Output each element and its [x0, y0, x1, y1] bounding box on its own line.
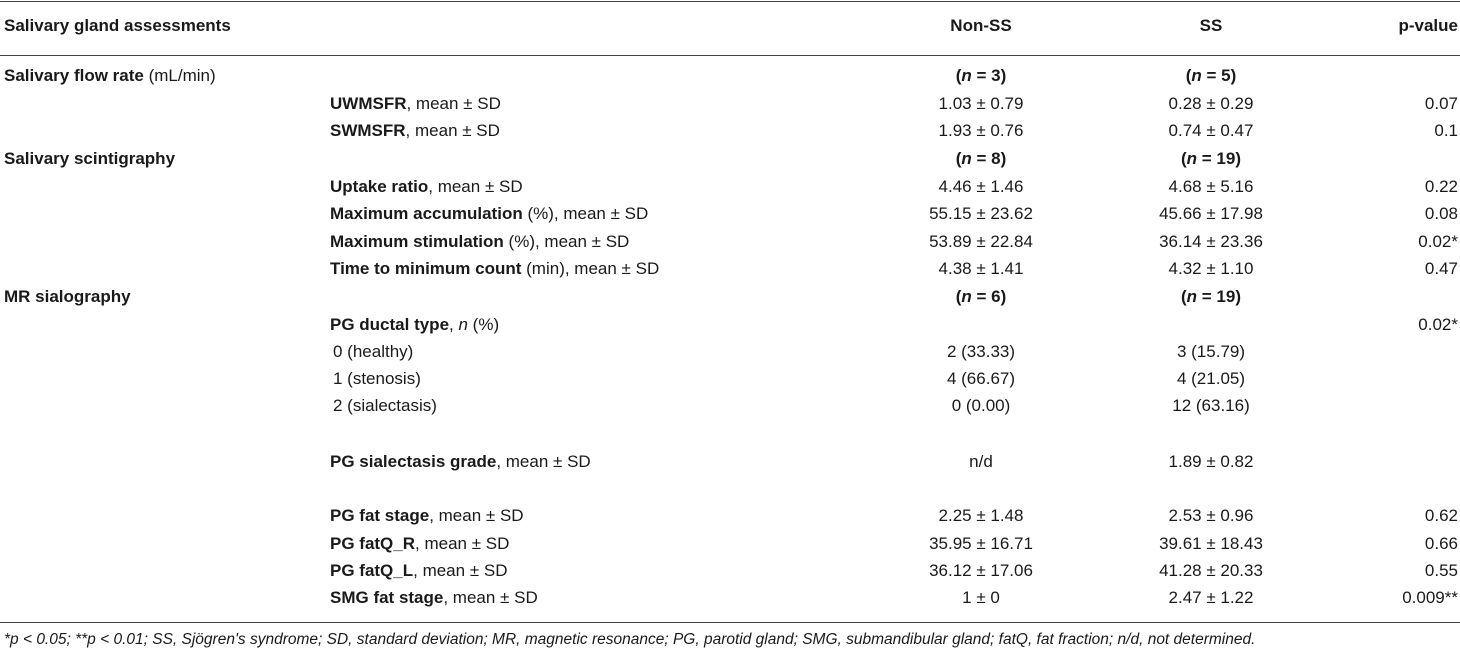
measure-label-bold: Uptake ratio [330, 177, 429, 196]
table-row [0, 118, 1460, 144]
measure-label: Time to minimum count (min), mean ± SD [330, 259, 660, 278]
p-value-cell: 0.08 [1424, 204, 1458, 223]
measure-label-bold: UWMSFR [330, 94, 407, 113]
n-symbol: n [961, 66, 972, 85]
measure-label: PG sialectasis grade, mean ± SD [330, 452, 591, 471]
p-value-cell: 0.47 [1424, 259, 1458, 278]
ss-n: (n = 5) [1185, 66, 1237, 85]
ss-value: 41.28 ± 20.33 [1159, 561, 1263, 580]
ss-value: 2.53 ± 0.96 [1168, 506, 1254, 525]
measure-label: PG fatQ_R, mean ± SD [330, 534, 510, 553]
table-footnote: *p < 0.05; **p < 0.01; SS, Sjögren's syndrome; SD, standard deviation; MR, magnetic resonance; PG, parotid gland; SMG, submandibular gland; fatQ, fat fraction; n/d, not determined. [4, 631, 1256, 648]
p-value-cell: 0.62 [1424, 506, 1458, 525]
measure-label: Uptake ratio, mean ± SD [330, 177, 523, 196]
measure-label-bold: Maximum accumulation [330, 204, 523, 223]
section-label-bold: MR sialography [4, 287, 131, 306]
non-ss-value: 1 ± 0 [962, 588, 1000, 607]
non-ss-value: 1.03 ± 0.79 [938, 94, 1024, 113]
table-bottom-rule [0, 622, 1460, 623]
table-row [0, 284, 1460, 310]
measure-label: Maximum accumulation (%), mean ± SD [330, 204, 649, 223]
ss-n: (n = 19) [1180, 149, 1241, 168]
measure-label-bold: Maximum stimulation [330, 232, 504, 251]
ss-value: 2.47 ± 1.22 [1168, 588, 1254, 607]
measure-label: Maximum stimulation (%), mean ± SD [330, 232, 630, 251]
ss-value: 45.66 ± 17.98 [1159, 204, 1263, 223]
ss-value: 0.28 ± 0.29 [1168, 94, 1254, 113]
section-label-bold: Salivary scintigraphy [4, 149, 176, 168]
p-value-cell: 0.02* [1418, 232, 1458, 251]
table-row [0, 558, 1460, 584]
header-rule [0, 55, 1460, 56]
non-ss-value: 2 (33.33) [946, 342, 1016, 361]
ss-value: 0.74 ± 0.47 [1168, 121, 1254, 140]
ss-value: 4.32 ± 1.10 [1168, 259, 1254, 278]
non-ss-value: 1.93 ± 0.76 [938, 121, 1024, 140]
n-symbol: n [961, 149, 972, 168]
table-row [0, 312, 1460, 338]
p-value-cell: 0.22 [1424, 177, 1458, 196]
ss-value: 4.68 ± 5.16 [1168, 177, 1254, 196]
category-label: 2 (sialectasis) [333, 396, 437, 415]
header-assessments: Salivary gland assessments [4, 16, 231, 35]
section-label: Salivary flow rate (mL/min) [4, 66, 216, 85]
section-label-bold: Salivary flow rate [4, 66, 144, 85]
measure-label: PG ductal type, n (%) [330, 315, 500, 334]
p-value-cell: 0.009** [1402, 588, 1458, 607]
table-row [0, 201, 1460, 227]
non-ss-n: (n = 6) [955, 287, 1007, 306]
header-non-ss: Non-SS [950, 16, 1012, 35]
table-row [0, 339, 1460, 365]
n-symbol: n [1191, 66, 1202, 85]
ss-value: 12 (63.16) [1172, 396, 1250, 415]
measure-label-bold: PG sialectasis grade [330, 452, 497, 471]
header-ss: SS [1199, 16, 1223, 35]
measure-label-bold: SWMSFR [330, 121, 406, 140]
non-ss-value: n/d [969, 452, 993, 471]
measure-label-bold: PG fatQ_R [330, 534, 416, 553]
table-row [0, 366, 1460, 392]
non-ss-value: 4 (66.67) [946, 369, 1016, 388]
ss-value: 4 (21.05) [1176, 369, 1246, 388]
measure-label: SMG fat stage, mean ± SD [330, 588, 538, 607]
ss-n: (n = 19) [1180, 287, 1241, 306]
measure-label-bold: PG ductal type [330, 315, 450, 334]
p-value-cell: 0.02* [1418, 315, 1458, 334]
n-symbol: n [1186, 287, 1198, 306]
measure-label: UWMSFR, mean ± SD [330, 94, 501, 113]
table-row [0, 256, 1460, 282]
non-ss-value: 4.46 ± 1.46 [938, 177, 1024, 196]
measure-label-bold: SMG fat stage [330, 588, 444, 607]
measure-label: SWMSFR, mean ± SD [330, 121, 500, 140]
table-row [0, 229, 1460, 255]
measure-label: PG fat stage, mean ± SD [330, 506, 524, 525]
ss-value: 36.14 ± 23.36 [1159, 232, 1263, 251]
non-ss-value: 0 (0.00) [951, 396, 1011, 415]
header-p-value: p-value [1398, 16, 1458, 35]
ss-value: 3 (15.79) [1176, 342, 1246, 361]
table-row [0, 63, 1460, 89]
non-ss-value: 4.38 ± 1.41 [938, 259, 1024, 278]
measure-label-bold: PG fat stage [330, 506, 430, 525]
measure-label-bold: Time to minimum count [330, 259, 522, 278]
n-symbol: n [961, 287, 972, 306]
category-label: 1 (stenosis) [333, 369, 421, 388]
non-ss-n: (n = 3) [955, 66, 1007, 85]
p-value-cell: 0.07 [1424, 94, 1458, 113]
non-ss-value: 55.15 ± 23.62 [929, 204, 1033, 223]
measure-label-bold: PG fatQ_L [330, 561, 414, 580]
table-row [0, 91, 1460, 117]
table-row [0, 531, 1460, 557]
table-row [0, 174, 1460, 200]
table-row [0, 503, 1460, 529]
non-ss-value: 53.89 ± 22.84 [929, 232, 1033, 251]
non-ss-value: 35.95 ± 16.71 [929, 534, 1033, 553]
n-symbol: n [1186, 149, 1198, 168]
table-row [0, 146, 1460, 172]
n-symbol: n [458, 315, 468, 334]
p-value-cell: 0.55 [1424, 561, 1458, 580]
table-top-rule [0, 1, 1460, 2]
measure-label: PG fatQ_L, mean ± SD [330, 561, 508, 580]
ss-value: 1.89 ± 0.82 [1168, 452, 1254, 471]
non-ss-value: 36.12 ± 17.06 [929, 561, 1033, 580]
table-row [0, 585, 1460, 611]
p-value-cell: 0.1 [1434, 121, 1458, 140]
p-value-cell: 0.66 [1424, 534, 1458, 553]
table-row [0, 449, 1460, 475]
table-row [0, 393, 1460, 419]
non-ss-value: 2.25 ± 1.48 [938, 506, 1024, 525]
category-label: 0 (healthy) [333, 342, 414, 361]
section-label [4, 284, 131, 310]
section-label [4, 146, 175, 172]
non-ss-n: (n = 8) [955, 149, 1007, 168]
ss-value: 39.61 ± 18.43 [1159, 534, 1263, 553]
